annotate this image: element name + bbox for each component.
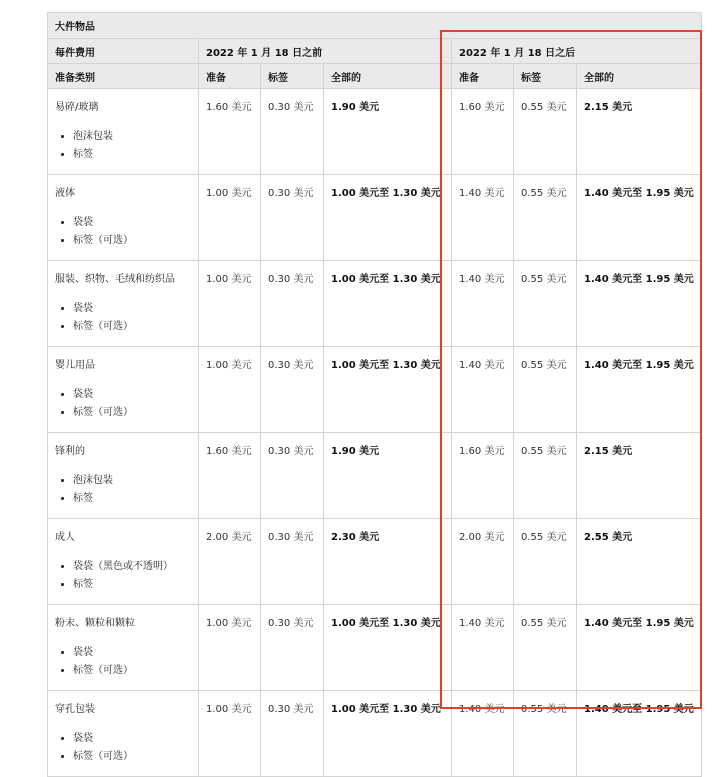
category-name: 粉末、颗粒和颗粒 — [55, 618, 135, 629]
category-cell — [48, 433, 199, 519]
col-label-before-header: 标签 — [261, 64, 324, 89]
prep-item: • 标签（可选） — [73, 748, 191, 766]
prep-fee-after: 1.40 美元 — [452, 691, 514, 777]
category-cell — [48, 89, 199, 175]
label-fee-before: 0.30 美元 — [261, 261, 324, 347]
prep-item: • 袋袋（黑色或不透明） — [73, 558, 191, 576]
prep-fee-after: 1.40 美元 — [452, 175, 514, 261]
period-before-header: 2022 年 1 月 18 日之前 — [199, 39, 452, 64]
label-fee-before: 0.30 美元 — [261, 433, 324, 519]
category-name: 婴儿用品 — [55, 360, 95, 371]
period-row — [48, 39, 702, 64]
prep-item-list — [55, 128, 191, 164]
prep-item: • 标签（可选） — [73, 318, 191, 336]
prep-fee-after: 2.00 美元 — [452, 519, 514, 605]
total-fee-after: 1.40 美元至 1.95 美元 — [577, 347, 702, 433]
fee-table — [47, 12, 702, 777]
prep-fee-after: 1.40 美元 — [452, 605, 514, 691]
table-row — [48, 519, 702, 605]
prep-item: • 标签 — [73, 146, 191, 164]
total-fee-before: 1.00 美元至 1.30 美元 — [324, 691, 452, 777]
label-fee-before: 0.30 美元 — [261, 89, 324, 175]
prep-item: • 标签 — [73, 576, 191, 594]
category-cell — [48, 261, 199, 347]
total-fee-before: 2.30 美元 — [324, 519, 452, 605]
prep-item: • 袋袋 — [73, 300, 191, 318]
col-prep-before-header: 准备 — [199, 64, 261, 89]
prep-item-list — [55, 730, 191, 766]
prep-fee-before: 2.00 美元 — [199, 519, 261, 605]
prep-fee-before: 1.00 美元 — [199, 347, 261, 433]
prep-item: • 袋袋 — [73, 644, 191, 662]
total-fee-before: 1.00 美元至 1.30 美元 — [324, 605, 452, 691]
label-fee-after: 0.55 美元 — [514, 605, 577, 691]
table-row — [48, 175, 702, 261]
table-title: 大件物品 — [48, 13, 702, 39]
per-item-label: 每件费用 — [48, 39, 199, 64]
label-fee-before: 0.30 美元 — [261, 519, 324, 605]
category-cell — [48, 519, 199, 605]
prep-fee-after: 1.60 美元 — [452, 433, 514, 519]
prep-item-list — [55, 644, 191, 680]
total-fee-after: 1.40 美元至 1.95 美元 — [577, 691, 702, 777]
title-row — [48, 13, 702, 39]
col-total-before-header: 全部的 — [324, 64, 452, 89]
prep-item-list — [55, 386, 191, 422]
category-cell — [48, 605, 199, 691]
prep-item: • 袋袋 — [73, 214, 191, 232]
column-header-row — [48, 64, 702, 89]
category-cell — [48, 175, 199, 261]
prep-item-list — [55, 558, 191, 594]
category-cell — [48, 691, 199, 777]
col-label-after-header: 标签 — [514, 64, 577, 89]
prep-item-list — [55, 300, 191, 336]
prep-fee-after: 1.40 美元 — [452, 261, 514, 347]
prep-item: • 标签（可选） — [73, 662, 191, 680]
total-fee-after: 1.40 美元至 1.95 美元 — [577, 175, 702, 261]
total-fee-after: 2.55 美元 — [577, 519, 702, 605]
col-category-header: 准备类别 — [48, 64, 199, 89]
prep-item: • 标签（可选） — [73, 232, 191, 250]
prep-item: • 泡沫包装 — [73, 472, 191, 490]
prep-fee-after: 1.60 美元 — [452, 89, 514, 175]
prep-fee-before: 1.00 美元 — [199, 691, 261, 777]
prep-fee-before: 1.00 美元 — [199, 605, 261, 691]
col-prep-after-header: 准备 — [452, 64, 514, 89]
table-body — [48, 89, 702, 777]
prep-item-list — [55, 214, 191, 250]
total-fee-after: 2.15 美元 — [577, 89, 702, 175]
label-fee-before: 0.30 美元 — [261, 605, 324, 691]
total-fee-after: 1.40 美元至 1.95 美元 — [577, 261, 702, 347]
category-name: 锋利的 — [55, 446, 85, 457]
table-row — [48, 691, 702, 777]
prep-item: • 泡沫包装 — [73, 128, 191, 146]
table-row — [48, 89, 702, 175]
period-after-header: 2022 年 1 月 18 日之后 — [452, 39, 702, 64]
total-fee-after: 1.40 美元至 1.95 美元 — [577, 605, 702, 691]
table-row — [48, 605, 702, 691]
prep-item-list — [55, 472, 191, 508]
col-total-after-header: 全部的 — [577, 64, 702, 89]
category-cell — [48, 347, 199, 433]
label-fee-after: 0.55 美元 — [514, 89, 577, 175]
label-fee-after: 0.55 美元 — [514, 433, 577, 519]
total-fee-before: 1.00 美元至 1.30 美元 — [324, 175, 452, 261]
category-name: 成人 — [55, 532, 75, 543]
prep-item: • 标签 — [73, 490, 191, 508]
table-row — [48, 261, 702, 347]
prep-fee-after: 1.40 美元 — [452, 347, 514, 433]
label-fee-before: 0.30 美元 — [261, 691, 324, 777]
total-fee-before: 1.90 美元 — [324, 433, 452, 519]
category-name: 服装、织物、毛绒和纺织品 — [55, 274, 175, 285]
prep-fee-before: 1.60 美元 — [199, 89, 261, 175]
total-fee-after: 2.15 美元 — [577, 433, 702, 519]
prep-fee-before: 1.60 美元 — [199, 433, 261, 519]
category-name: 易碎/玻璃 — [55, 102, 99, 113]
prep-item: • 袋袋 — [73, 386, 191, 404]
total-fee-before: 1.00 美元至 1.30 美元 — [324, 347, 452, 433]
prep-fee-before: 1.00 美元 — [199, 261, 261, 347]
label-fee-after: 0.55 美元 — [514, 691, 577, 777]
prep-item: • 袋袋 — [73, 730, 191, 748]
label-fee-before: 0.30 美元 — [261, 175, 324, 261]
total-fee-before: 1.00 美元至 1.30 美元 — [324, 261, 452, 347]
label-fee-after: 0.55 美元 — [514, 347, 577, 433]
table-row — [48, 347, 702, 433]
label-fee-before: 0.30 美元 — [261, 347, 324, 433]
table-row — [48, 433, 702, 519]
label-fee-after: 0.55 美元 — [514, 175, 577, 261]
label-fee-after: 0.55 美元 — [514, 519, 577, 605]
prep-fee-before: 1.00 美元 — [199, 175, 261, 261]
label-fee-after: 0.55 美元 — [514, 261, 577, 347]
category-name: 穿孔包装 — [55, 704, 95, 715]
prep-item: • 标签（可选） — [73, 404, 191, 422]
total-fee-before: 1.90 美元 — [324, 89, 452, 175]
category-name: 液体 — [55, 188, 75, 199]
